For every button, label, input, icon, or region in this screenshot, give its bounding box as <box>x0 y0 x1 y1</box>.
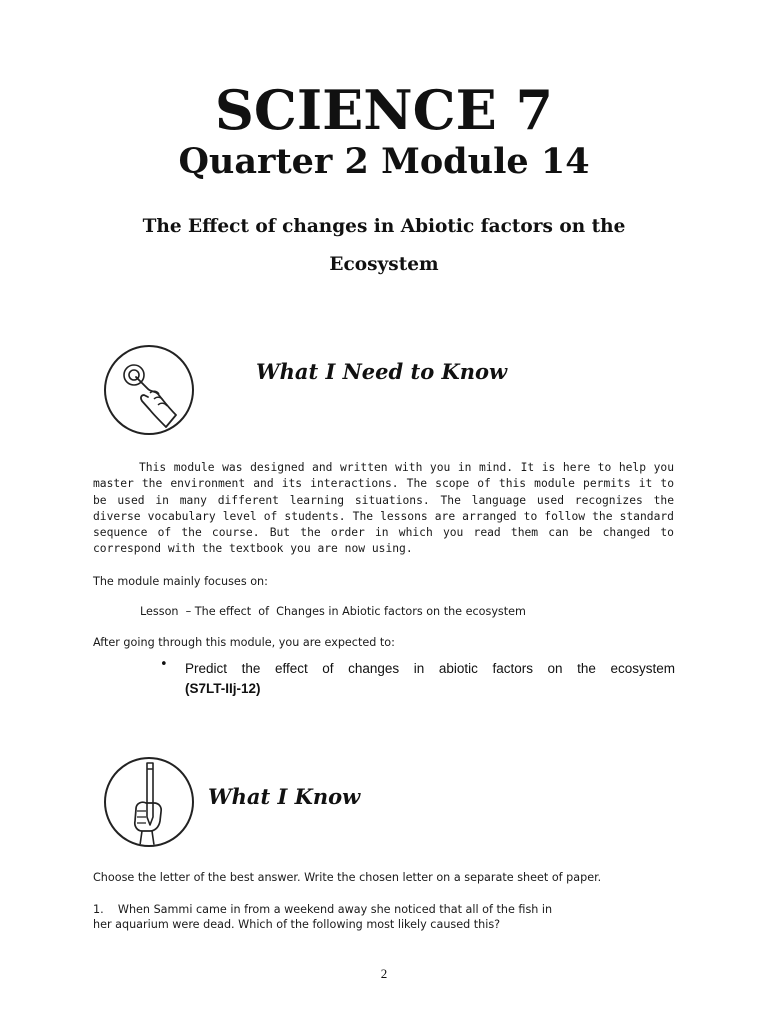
module-topic-line-2: Ecosystem <box>329 254 439 275</box>
objective-text: Predict the effect of changes in abiotic factors on the ecosystem <box>185 661 675 676</box>
section-heading-what-i-know: What I Know <box>208 784 361 809</box>
page-number: 2 <box>380 966 388 981</box>
module-subtitle: Quarter 2 Module 14 <box>178 141 590 182</box>
objective-code: (S7LT-IIj-12) <box>185 681 261 696</box>
module-topic-line-1: The Effect of changes in Abiotic factors on the <box>142 216 626 237</box>
question-1-line-2: her aquarium were dead. Which of the following most likely caused this? <box>93 918 501 931</box>
focus-intro: The module mainly focuses on: <box>93 575 268 588</box>
intro-paragraph: This module was designed and written with you in mind. It is here to help you master the environment and its interactions. The scope of this module permits it to be used in many different learning situations. The language used recognizes the diverse vocabulary level of students. The lessons are arranged to follow the standard sequence of the course. But the order in which you read them can be changed to correspond with the textbook you are now using. <box>93 461 674 556</box>
pointing-hand-icon <box>104 345 194 435</box>
hand-holding-pencil-icon <box>104 757 194 847</box>
expectation-intro: After going through this module, you are expected to: <box>93 636 395 649</box>
section-heading-need-to-know: What I Need to Know <box>256 359 508 384</box>
module-topic <box>92 208 676 284</box>
module-title: SCIENCE 7 <box>214 78 554 142</box>
question-1-line-1: 1. When Sammi came in from a weekend away she noticed that all of the fish in <box>93 903 553 916</box>
instruction-text: Choose the letter of the best answer. Write the chosen letter on a separate sheet of paper. <box>93 871 602 884</box>
bullet-marker: • <box>160 657 168 672</box>
lesson-line: Lesson – The effect of Changes in Abiotic factors on the ecosystem <box>140 605 526 618</box>
